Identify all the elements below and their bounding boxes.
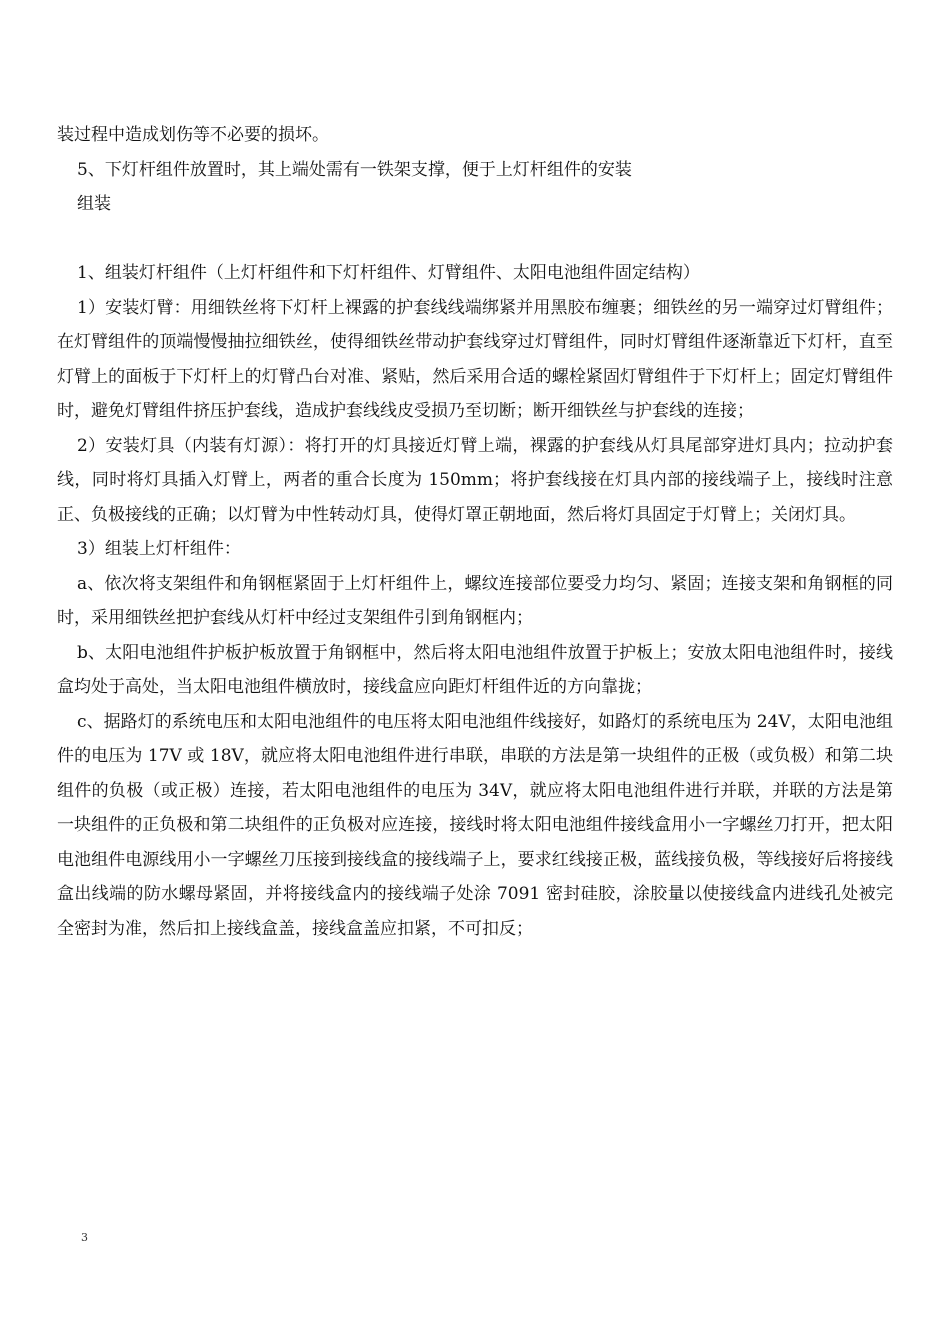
paragraph-step-5: 5、下灯杆组件放置时，其上端处需有一铁架支撑，便于上灯杆组件的安装	[77, 159, 632, 180]
paragraph-continuation: 装过程中造成划伤等不必要的损坏。	[57, 125, 329, 145]
section-heading-assembly: 组装	[77, 194, 111, 214]
page-number: 3	[81, 1231, 88, 1244]
paragraph-item-a: a、依次将支架组件和角钢框紧固于上灯杆组件上，螺纹连接部位要受力均匀、紧固；连接支架和角钢框的同时，采用细铁丝把护套线从灯杆中经过支架组件引到角钢框内；	[57, 573, 893, 628]
blank-line	[57, 222, 893, 257]
paragraph-assemble-upper-pole: 3）组装上灯杆组件：	[77, 539, 241, 559]
paragraph-install-lamp-arm: 1）安装灯臂：用细铁丝将下灯杆上裸露的护套线线端绑紧并用黑胶布缠裹；细铁丝的另一端穿过灯臂组件；在灯臂组件的顶端慢慢抽拉细铁丝，使得细铁丝带动护套线穿过灯臂组件，同时灯臂组件逐渐靠近下灯杆，直至灯臂上的面板于下灯杆上的灯臂凸台对准、紧贴，然后采用合适的螺栓紧固灯臂组件于下灯杆上；固定灯臂组件时，避免灯臂组件挤压护套线，造成护套线线皮受损乃至切断；断开细铁丝与护套线的连接；	[57, 297, 893, 421]
document-body	[57, 118, 893, 946]
paragraph-install-lamp: 2）安装灯具（内装有灯源）：将打开的灯具接近灯臂上端，裸露的护套线从灯具尾部穿进灯具内；拉动护套线，同时将灯具插入灯臂上，两者的重合长度为 150mm；将护套线接在灯具内部的接线端子上，接线时注意正、负极接线的正确；以灯臂为中性转动灯具，使得灯罩正朝地面，然后将灯具固定于灯臂上；关闭灯具。	[57, 435, 893, 525]
paragraph-item-b: b、太阳电池组件护板护板放置于角钢框中，然后将太阳电池组件放置于护板上；安放太阳电池组件时，接线盒均处于高处，当太阳电池组件横放时，接线盒应向距灯杆组件近的方向靠拢；	[57, 642, 893, 697]
paragraph-item-c: c、据路灯的系统电压和太阳电池组件的电压将太阳电池组件线接好，如路灯的系统电压为 24V，太阳电池组件的电压为 17V 或 18V，就应将太阳电池组件进行串联，串联的方法是第一块组件的正极（或负极）和第二块组件的负极（或正极）连接，若太阳电池组件的电压为 34V，就应将太阳电池组件进行并联，并联的方法是第一块组件的正负极和第二块组件的正负极对应连接，接线时将太阳电池组件接线盒用小一字螺丝刀打开，把太阳电池组件电源线用小一字螺丝刀压接到接线盒的接线端子上，要求红线接正极，蓝线接负极，等线接好后将接线盒出线端的防水螺母紧固，并将接线盒内的接线端子处涂 7091 密封硅胶，涂胶量以使接线盒内进线孔处被完全密封为准，然后扣上接线盒盖，接线盒盖应扣紧，不可扣反；	[57, 711, 893, 939]
paragraph-assemble-pole: 1、组装灯杆组件（上灯杆组件和下灯杆组件、灯臂组件、太阳电池组件固定结构）	[77, 263, 700, 283]
